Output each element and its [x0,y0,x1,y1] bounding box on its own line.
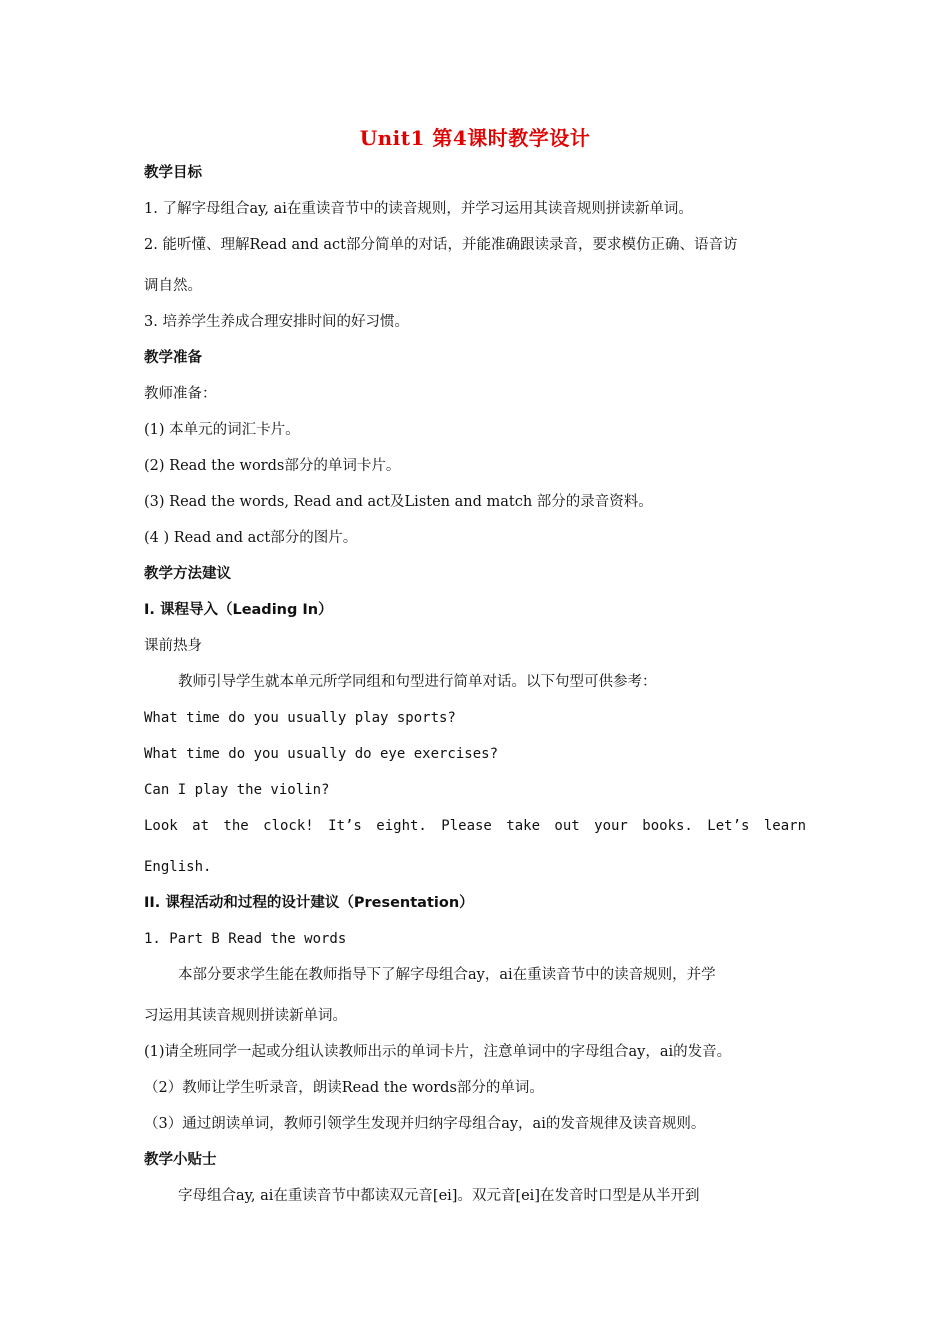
preparation-item-1: (1) 本单元的词汇卡片。 [144,422,300,438]
section-heading-preparation: 教学准备 [144,350,202,366]
subheading-presentation: II. 课程活动和过程的设计建议（Presentation） [144,895,474,911]
example-sentence-1: What time do you usually play sports? [144,710,456,726]
tip-text: 字母组合ay, ai在重读音节中都读双元音[ei]。双元音[ei]在发音时口型是从半开到 [178,1188,700,1204]
subheading-leading-in: I. 课程导入（Leading In） [144,602,333,618]
objective-3: 3. 培养学生养成合理安排时间的好习惯。 [144,314,409,330]
step-3: （3）通过朗读单词，教师引领学生发现并归纳字母组合ay，ai的发音规律及读音规则。 [144,1116,706,1132]
part-b-description-continued: 习运用其读音规则拼读新单词。 [144,1008,347,1024]
preparation-item-3: (3) Read the words, Read and act及Listen and match 部分的录音资料。 [144,494,653,510]
preparation-item-2: (2) Read the words部分的单词卡片。 [144,458,401,474]
step-1: (1)请全班同学一起或分组认读教师出示的单词卡片，注意单词中的字母组合ay，ai的发音。 [144,1044,732,1060]
document-title: Unit1 第4课时教学设计 [359,126,591,150]
step-2: （2）教师让学生听录音，朗读Read the words部分的单词。 [144,1080,544,1096]
preparation-item-4: (4 ) Read and act部分的图片。 [144,530,358,546]
warm-up-label: 课前热身 [144,638,202,654]
part-b-read-the-words: 1. Part B Read the words [144,931,347,947]
objective-2: 2. 能听懂、理解Read and act部分简单的对话，并能准确跟读录音，要求模仿正确、语音访 [144,237,738,253]
teacher-preparation-label: 教师准备： [144,386,217,402]
example-sentence-2: What time do you usually do eye exercises? [144,746,499,762]
part-b-description: 本部分要求学生能在教师指导下了解字母组合ay，ai在重读音节中的读音规则，并学 [178,967,716,983]
example-sentence-3: Can I play the violin? [144,782,330,798]
section-heading-methods: 教学方法建议 [144,566,231,582]
section-heading-tips: 教学小贴士 [144,1152,217,1168]
objective-1: 1. 了解字母组合ay, ai在重读音节中的读音规则，并学习运用其读音规则拼读新单词。 [144,201,693,217]
objective-2-continued: 调自然。 [144,278,202,294]
section-heading-objectives: 教学目标 [144,165,202,181]
warm-up-instruction: 教师引导学生就本单元所学同组和句型进行简单对话。以下句型可供参考： [178,674,657,690]
example-sentence-4: Look at the clock! It’s eight. Please take out your books. Let’s learn [144,818,806,834]
example-sentence-4-continued: English. [144,859,212,875]
